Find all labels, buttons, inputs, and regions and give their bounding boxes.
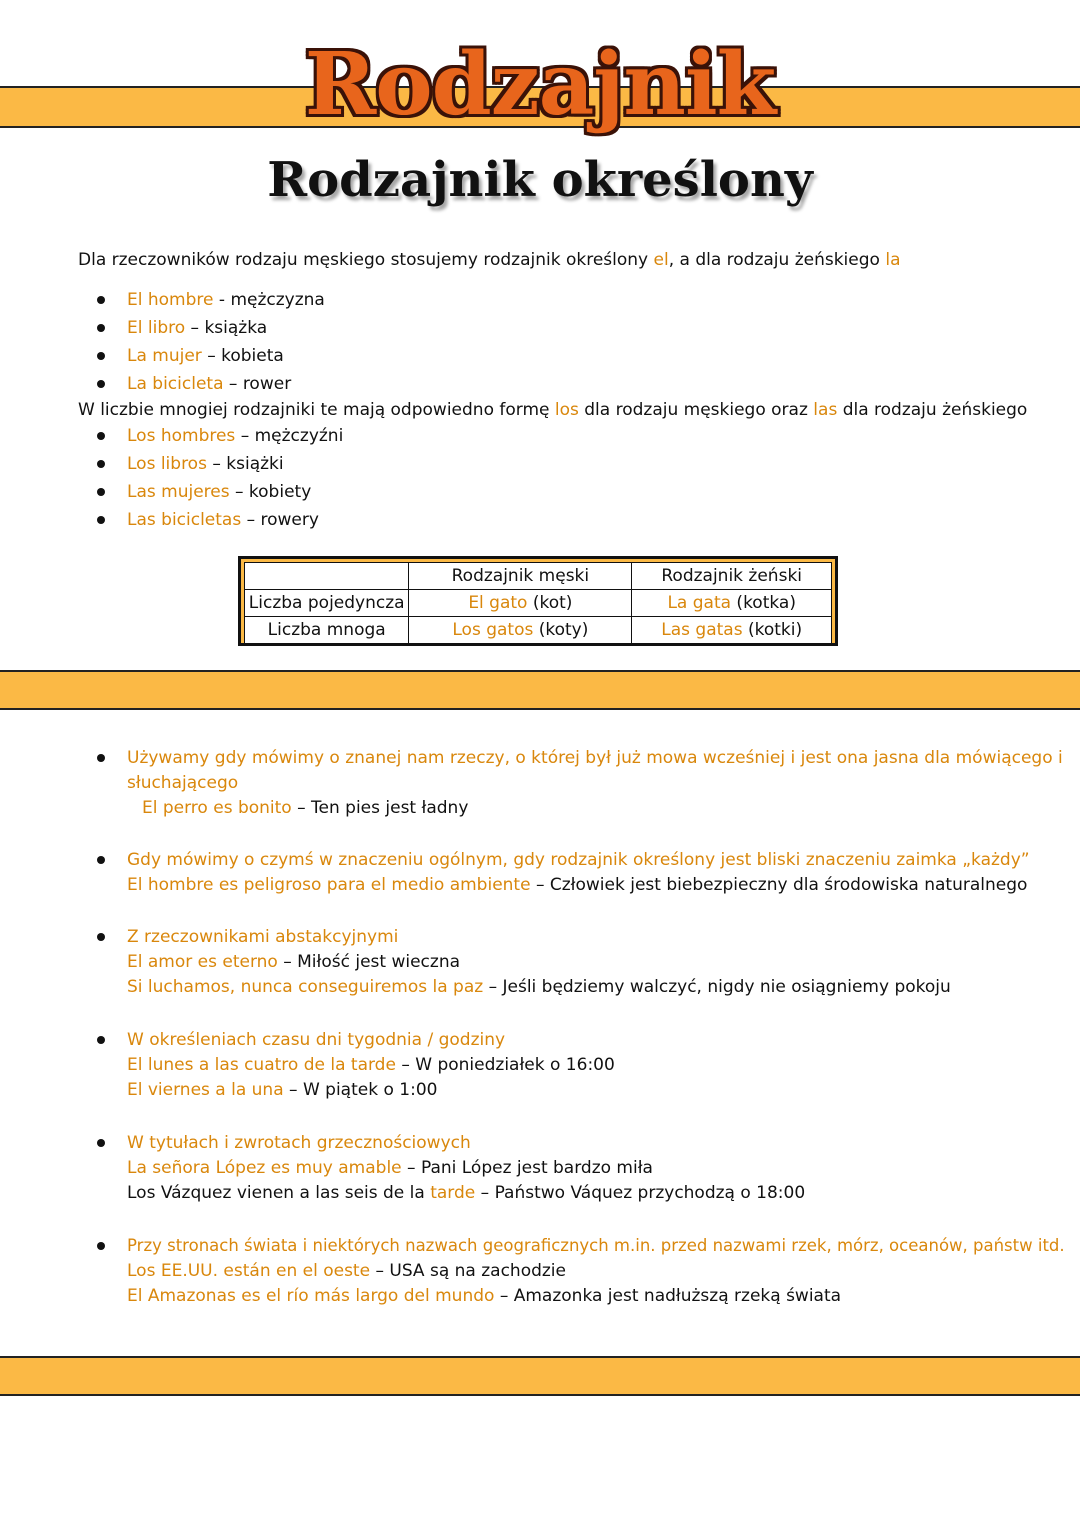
table-cell: El gato (kot) bbox=[409, 590, 632, 617]
table-cell: La gata (kotka) bbox=[632, 590, 832, 617]
table-header-row bbox=[245, 563, 832, 590]
list-item: Las mujeres – kobiety bbox=[127, 482, 312, 502]
bullet-icon bbox=[97, 1242, 105, 1250]
article-table bbox=[238, 556, 838, 646]
usage-rule: W tytułach i zwrotach grzecznościowych bbox=[127, 1133, 471, 1153]
bullet-icon bbox=[97, 488, 105, 496]
usage-example: Si luchamos, nunca conseguiremos la paz – Jeśli będziemy walczyć, nigdy nie osiągniemy pokoju bbox=[127, 977, 951, 997]
usage-example: Los Vázquez vienen a las seis de la tarde – Państwo Váquez przychodzą o 18:00 bbox=[127, 1183, 806, 1203]
usage-example: El lunes a las cuatro de la tarde – W poniedziałek o 16:00 bbox=[127, 1055, 615, 1075]
bullet-icon bbox=[97, 432, 105, 440]
table-row-label: Liczba mnoga bbox=[245, 617, 409, 644]
table-corner-cell bbox=[245, 563, 409, 590]
bullet-icon bbox=[97, 324, 105, 332]
divider-band bbox=[0, 670, 1080, 710]
intro-text bbox=[78, 247, 900, 273]
usage-rule: Przy stronach świata i niektórych nazwach geograficznych m.in. przed nazwami rzek, mórz, oceanów, państw itd. bbox=[127, 1236, 1065, 1255]
usage-rule: W określeniach czasu dni tygodnia / godziny bbox=[127, 1030, 506, 1050]
bullet-icon bbox=[97, 754, 105, 762]
bullet-icon bbox=[97, 1036, 105, 1044]
table-row-label: Liczba pojedyncza bbox=[245, 590, 409, 617]
page-subtitle: Rodzajnik określony bbox=[267, 152, 813, 208]
usage-example: El viernes a la una – W piątek o 1:00 bbox=[127, 1080, 438, 1100]
intro-pre: Dla rzeczowników rodzaju męskiego stosujemy rodzajnik określony bbox=[78, 250, 654, 270]
list-item: El libro – książka bbox=[127, 318, 268, 338]
usage-rule: Gdy mówimy o czymś w znaczeniu ogólnym, gdy rodzajnik określony jest bliski znaczeniu zaimka „każdy” bbox=[127, 850, 1030, 870]
bullet-icon bbox=[97, 933, 105, 941]
list-item: Las bicicletas – rowery bbox=[127, 510, 319, 530]
bullet-icon bbox=[97, 1139, 105, 1147]
list-item: El hombre - mężczyzna bbox=[127, 290, 325, 310]
usage-example: El perro es bonito – Ten pies jest ładny bbox=[142, 798, 469, 818]
bullet-icon bbox=[97, 856, 105, 864]
table-cell: Las gatas (kotki) bbox=[632, 617, 832, 644]
usage-rule: Używamy gdy mówimy o znanej nam rzeczy, o której był już mowa wcześniej i jest ona jasna dla mówiącego i bbox=[127, 748, 1063, 768]
list-item: Los hombres – mężczyźni bbox=[127, 426, 344, 446]
list-item: La bicicleta – rower bbox=[127, 374, 292, 394]
plural-intro-text: W liczbie mnogiej rodzajniki te mają odpowiedno formę los dla rodzaju męskiego oraz las dla rodzaju żeńskiego bbox=[78, 400, 1028, 420]
table-header-fem: Rodzajnik żeński bbox=[632, 563, 832, 590]
usage-example: El amor es eterno – Miłość jest wieczna bbox=[127, 952, 461, 972]
list-item: Los libros – książki bbox=[127, 454, 284, 474]
intro-mid: , a dla rodzaju żeńskiego bbox=[668, 250, 886, 270]
table-row bbox=[245, 590, 832, 617]
usage-rule-cont: słuchającego bbox=[127, 773, 239, 793]
article-los: los bbox=[554, 400, 579, 420]
article-el: el bbox=[653, 250, 669, 270]
list-item: La mujer – kobieta bbox=[127, 346, 284, 366]
usage-rule: Z rzeczownikami abstakcyjnymi bbox=[127, 927, 399, 947]
bullet-icon bbox=[97, 352, 105, 360]
usage-example: Los EE.UU. están en el oeste – USA są na zachodzie bbox=[127, 1261, 566, 1281]
bullet-icon bbox=[97, 296, 105, 304]
usage-example: La señora López es muy amable – Pani López jest bardzo miła bbox=[127, 1158, 653, 1178]
usage-example: El Amazonas es el río más largo del mundo – Amazonka jest nadłuższą rzeką świata bbox=[127, 1286, 842, 1306]
article-la: la bbox=[885, 250, 901, 270]
bullet-icon bbox=[97, 380, 105, 388]
table-cell: Los gatos (koty) bbox=[409, 617, 632, 644]
bullet-icon bbox=[97, 516, 105, 524]
article-las: las bbox=[813, 400, 838, 420]
footer-band bbox=[0, 1356, 1080, 1396]
page-title: Rodzajnik bbox=[304, 34, 776, 135]
table-header-masc: Rodzajnik męski bbox=[409, 563, 632, 590]
usage-example: El hombre es peligroso para el medio ambiente – Człowiek jest biebezpieczny dla środowiska naturalnego bbox=[127, 875, 1028, 895]
bullet-icon bbox=[97, 460, 105, 468]
table-row bbox=[245, 617, 832, 644]
